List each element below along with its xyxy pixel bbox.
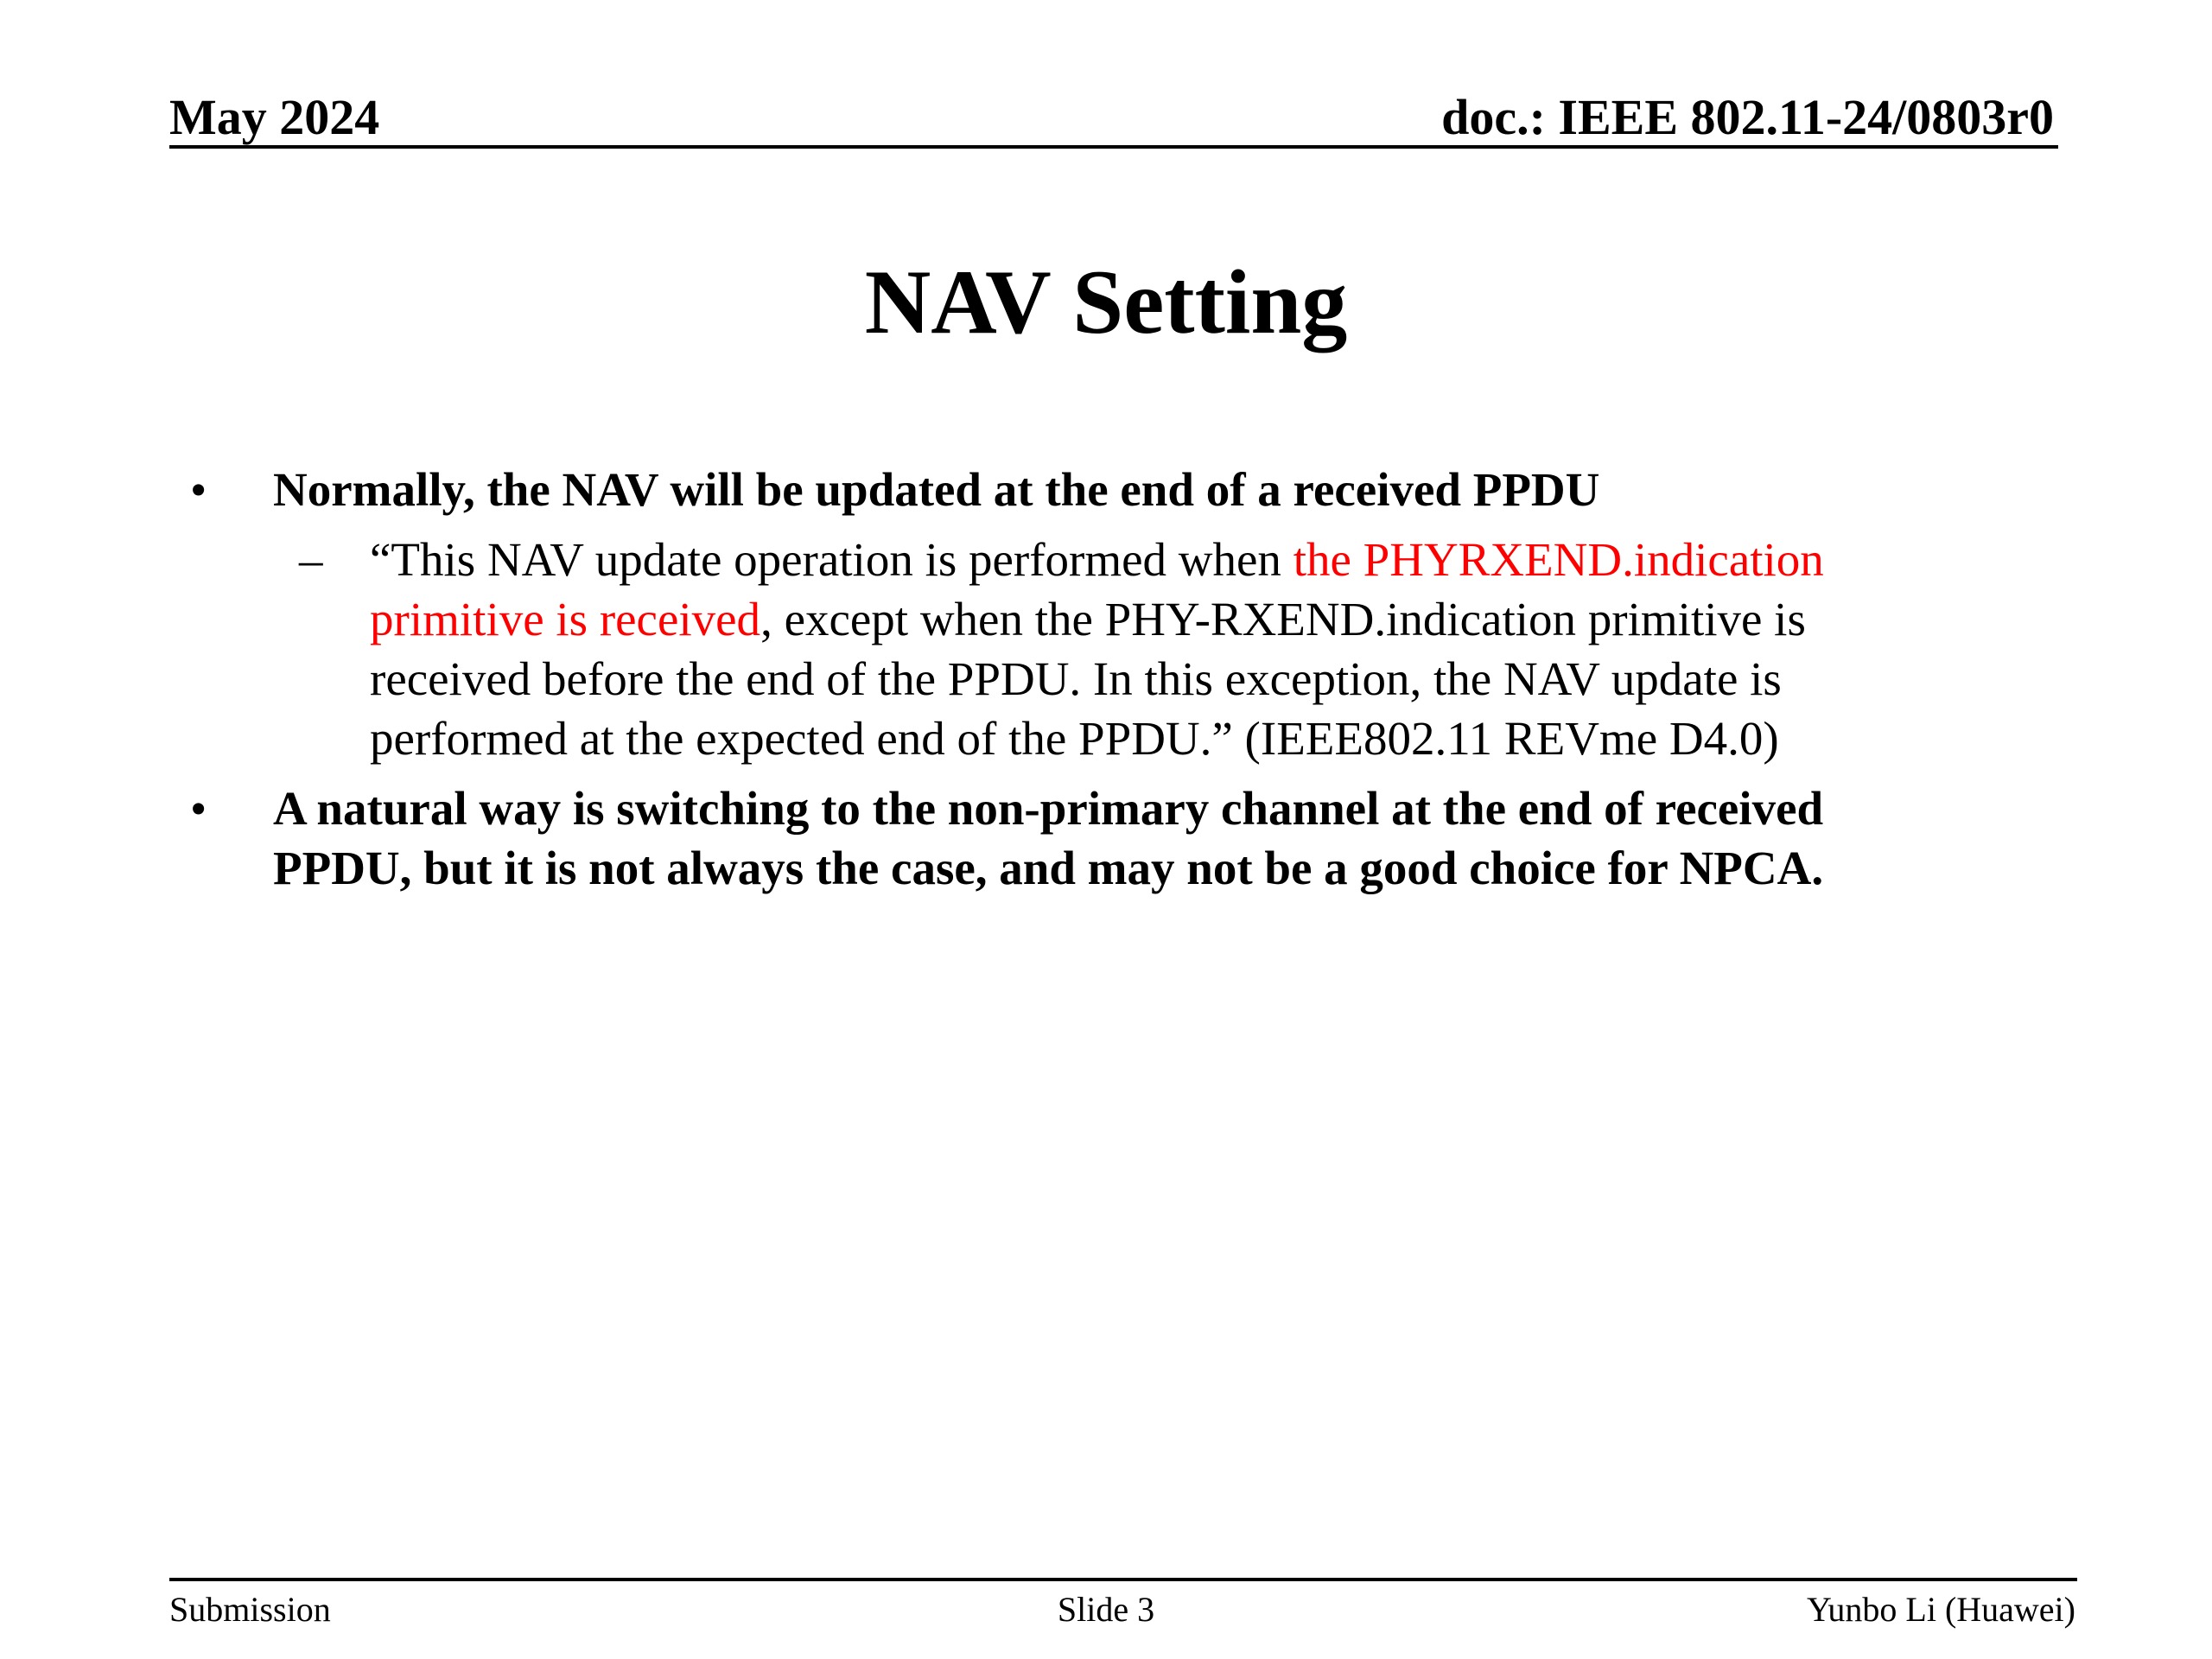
footer-submission: Submission: [169, 1590, 331, 1629]
bullet-marker: •: [190, 782, 207, 835]
bullet-text: A natural way is switching to the non-primary channel at the end of received: [273, 782, 1824, 835]
footer-author: Yunbo Li (Huawei): [1806, 1590, 2075, 1629]
bullet-marker: •: [190, 463, 207, 516]
footer-slide-number: Slide 3: [1057, 1590, 1155, 1629]
bullet-text: Normally, the NAV will be updated at the end of a received PPDU: [273, 463, 1600, 516]
sub-bullet-line: [370, 530, 2096, 589]
sub-bullet-line: [370, 589, 2096, 649]
bullet-text: PPDU, but it is not always the case, and may not be a good choice for NPCA.: [273, 842, 1824, 894]
bullet-item: [169, 779, 2096, 898]
highlighted-text: primitive is received: [370, 593, 761, 645]
sub-bullet-marker: –: [299, 533, 323, 586]
sub-bullet-line: received before the end of the PPDU. In this exception, the NAV update is: [370, 652, 1782, 705]
sub-bullet-item: [169, 530, 2096, 768]
header-divider: [169, 145, 2058, 149]
highlighted-text: the PHYRXEND.indication: [1293, 533, 1824, 586]
header-date: May 2024: [169, 89, 380, 145]
bullet-item: [169, 460, 2096, 519]
quote-text: , except when the PHY-RXEND.indication primitive is: [760, 593, 1806, 645]
footer-divider: [169, 1578, 2077, 1581]
quote-text: “This NAV update operation is performed when: [370, 533, 1294, 586]
slide-body: [169, 460, 2096, 898]
sub-bullet-line: performed at the expected end of the PPDU.” (IEEE802.11 REVme D4.0): [370, 712, 1779, 765]
header-doc-id: doc.: IEEE 802.11-24/0803r0: [1441, 89, 2054, 145]
slide-title: NAV Setting: [864, 251, 1348, 353]
